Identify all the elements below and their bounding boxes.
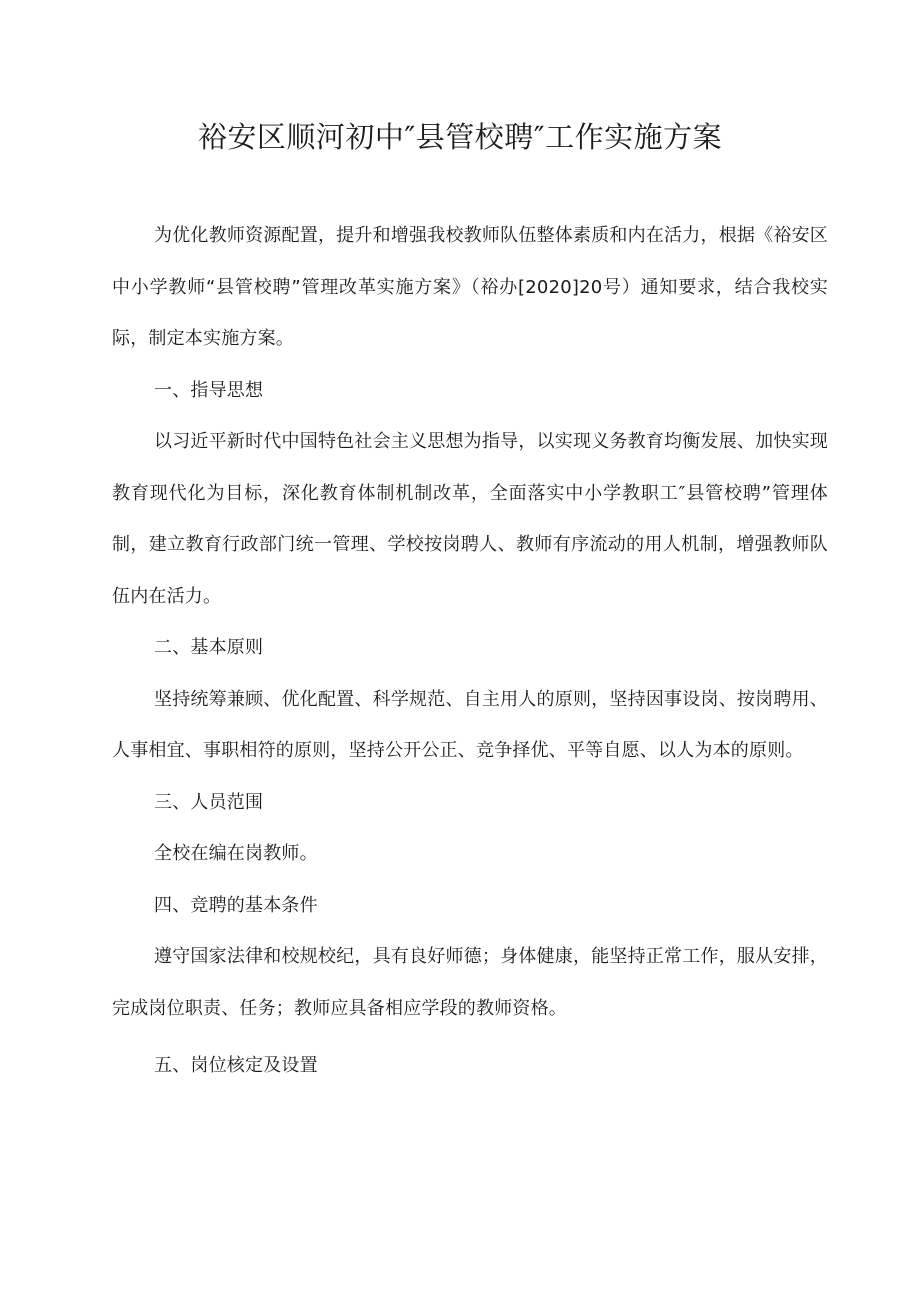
intro-paragraph: 为优化教师资源配置，提升和增强我校教师队伍整体素质和内在活力，根据《裕安区中小学教师“县管校聘”管理改革实施方案》（裕办[2020]20号）通知要求，结合我校实际，制定本实施方案。 bbox=[112, 225, 828, 349]
section-heading-basic-principles: 二、基本原则 bbox=[154, 637, 264, 658]
section-heading-guiding-ideology: 一、指导思想 bbox=[154, 379, 264, 401]
section-text-personnel-scope: 全校在编在岗教师。 bbox=[154, 843, 318, 864]
section-text-basic-conditions: 遵守国家法律和校规校纪，具有良好师德；身体健康，能坚持正常工作，服从安排，完成岗位职责、任务；教师应具备相应学段的教师资格。 bbox=[112, 946, 828, 1019]
document-body bbox=[112, 210, 828, 1092]
section-heading-basic-conditions: 四、竞聘的基本条件 bbox=[154, 894, 318, 916]
section-text-basic-principles: 坚持统筹兼顾、优化配置、科学规范、自主用人的原则，坚持因事设岗、按岗聘用、人事相宜、事职相符的原则，坚持公开公正、竞争择优、平等自愿、以人为本的原则。 bbox=[112, 688, 828, 761]
document-title: 裕安区顺河初中″县管校聘″工作实施方案 bbox=[197, 120, 723, 154]
section-heading-personnel-scope: 三、人员范围 bbox=[154, 791, 264, 813]
section-heading-post-setting: 五、岗位核定及设置 bbox=[154, 1055, 318, 1076]
section-text-guiding-ideology: 以习近平新时代中国特色社会主义思想为指导，以实现义务教育均衡发展、加快实现教育现代化为目标，深化教育体制机制改革，全面落实中小学教职工″县管校聘”管理体制，建立教育行政部门统一管理、学校按岗聘人、教师有序流动的用人机制，增强教师队伍内在活力。 bbox=[112, 431, 828, 607]
